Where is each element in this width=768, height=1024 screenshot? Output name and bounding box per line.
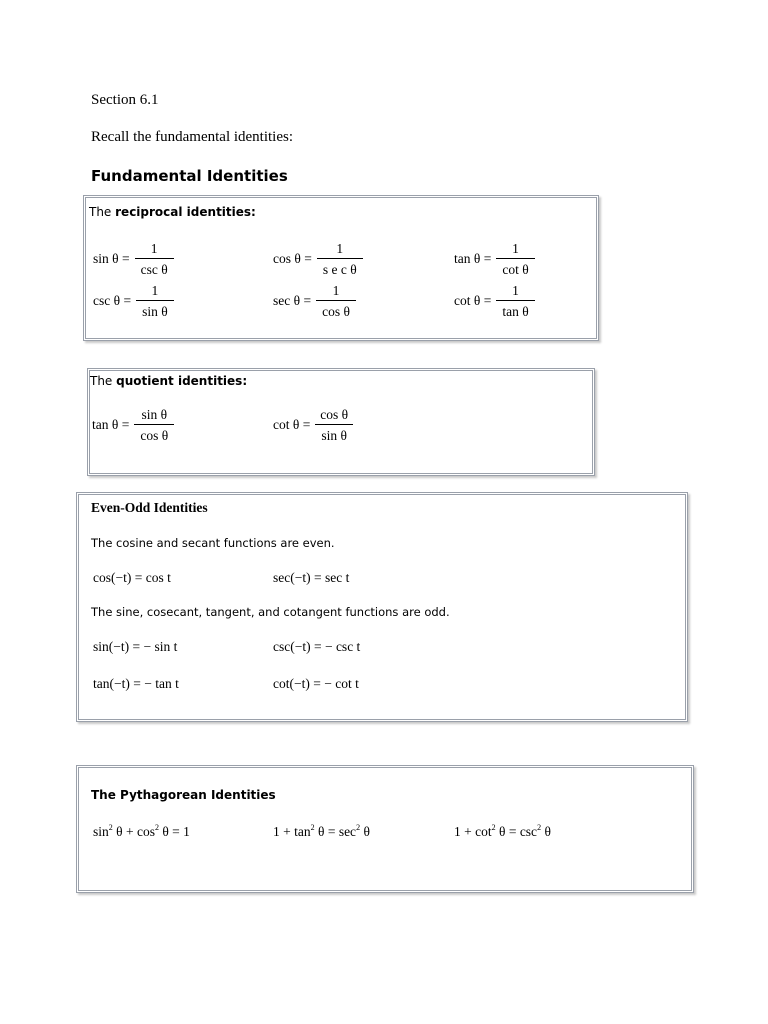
term: θ bbox=[360, 824, 370, 839]
equation-lhs: sin θ = bbox=[93, 251, 130, 266]
identity-tan-quotient bbox=[92, 406, 174, 444]
title-bold: quotient identities: bbox=[116, 374, 248, 388]
fraction bbox=[134, 406, 174, 444]
numerator: cos θ bbox=[320, 407, 349, 422]
denominator: tan θ bbox=[496, 300, 534, 320]
fraction bbox=[317, 240, 363, 278]
identity-csc-reciprocal bbox=[93, 282, 174, 320]
section-label: Section 6.1 bbox=[91, 92, 159, 108]
fraction bbox=[315, 406, 353, 444]
fraction bbox=[135, 240, 174, 278]
identity-tan-odd: tan(−t) = − tan t bbox=[93, 676, 179, 691]
identity-sec-even: sec(−t) = sec t bbox=[273, 570, 350, 585]
page-heading: Fundamental Identities bbox=[91, 167, 288, 185]
even-description: The cosine and secant functions are even. bbox=[91, 536, 335, 550]
term: θ bbox=[541, 824, 551, 839]
quotient-box-title bbox=[90, 374, 247, 388]
denominator: sin θ bbox=[136, 300, 174, 320]
intro-text: Recall the fundamental identities: bbox=[91, 129, 294, 145]
term: θ = 1 bbox=[158, 824, 190, 839]
identity-csc-odd: csc(−t) = − csc t bbox=[273, 639, 361, 654]
reciprocal-identities-box bbox=[83, 195, 599, 341]
exponent: 2 bbox=[108, 823, 113, 832]
denominator: cot θ bbox=[496, 258, 534, 278]
exponent: 2 bbox=[491, 823, 496, 832]
term: θ + cos bbox=[112, 824, 155, 839]
denominator: s e c θ bbox=[317, 258, 363, 278]
equation-lhs: cos θ = bbox=[273, 251, 312, 266]
identity-tan-reciprocal bbox=[454, 240, 535, 278]
numerator: 1 bbox=[512, 283, 519, 298]
numerator: 1 bbox=[151, 283, 159, 298]
equation-lhs: sec θ = bbox=[273, 293, 312, 308]
denominator: sin θ bbox=[315, 424, 353, 444]
title-prefix: The bbox=[89, 205, 116, 219]
reciprocal-box-title bbox=[89, 205, 256, 219]
identity-cot-odd: cot(−t) = − cot t bbox=[273, 676, 359, 691]
identity-pythagorean-2 bbox=[273, 823, 370, 840]
term: θ = csc bbox=[495, 824, 538, 839]
identity-pythagorean-3 bbox=[454, 823, 551, 840]
identity-pythagorean-1 bbox=[93, 823, 190, 840]
denominator: cos θ bbox=[134, 424, 174, 444]
numerator: 1 bbox=[336, 241, 344, 256]
equation-lhs: tan θ = bbox=[454, 251, 492, 266]
equation-lhs: tan θ = bbox=[92, 417, 130, 432]
even-odd-identities-box bbox=[76, 492, 688, 722]
pythagorean-identities-box bbox=[76, 765, 694, 893]
exponent: 2 bbox=[537, 823, 542, 832]
title-prefix: The bbox=[90, 374, 117, 388]
denominator: cos θ bbox=[316, 300, 356, 320]
identity-cot-reciprocal bbox=[454, 282, 535, 320]
term: 1 + cot bbox=[454, 824, 492, 839]
numerator: 1 bbox=[512, 241, 519, 256]
exponent: 2 bbox=[356, 823, 361, 832]
identity-sin-reciprocal bbox=[93, 240, 174, 278]
equation-lhs: cot θ = bbox=[273, 417, 311, 432]
numerator: 1 bbox=[150, 241, 158, 256]
equation-lhs: cot θ = bbox=[454, 293, 492, 308]
identity-cos-reciprocal bbox=[273, 240, 363, 278]
identity-cos-even: cos(−t) = cos t bbox=[93, 570, 171, 585]
denominator: csc θ bbox=[135, 258, 174, 278]
numerator: sin θ bbox=[141, 407, 168, 422]
even-odd-title: Even-Odd Identities bbox=[91, 500, 208, 515]
identity-sin-odd: sin(−t) = − sin t bbox=[93, 639, 178, 654]
term: 1 + tan bbox=[273, 824, 311, 839]
fraction bbox=[496, 240, 534, 278]
quotient-identities-box bbox=[87, 368, 595, 476]
exponent: 2 bbox=[310, 823, 315, 832]
term: θ = sec bbox=[314, 824, 357, 839]
odd-description: The sine, cosecant, tangent, and cotangent functions are odd. bbox=[91, 605, 450, 619]
identity-cot-quotient bbox=[273, 406, 353, 444]
pythagorean-title: The Pythagorean Identities bbox=[91, 788, 276, 802]
fraction bbox=[136, 282, 174, 320]
equation-lhs: csc θ = bbox=[93, 293, 132, 308]
fraction bbox=[496, 282, 534, 320]
term: sin bbox=[93, 824, 109, 839]
exponent: 2 bbox=[154, 823, 159, 832]
fraction bbox=[316, 282, 356, 320]
numerator: 1 bbox=[332, 283, 340, 298]
identity-sec-reciprocal bbox=[273, 282, 356, 320]
title-bold: reciprocal identities: bbox=[115, 205, 256, 219]
